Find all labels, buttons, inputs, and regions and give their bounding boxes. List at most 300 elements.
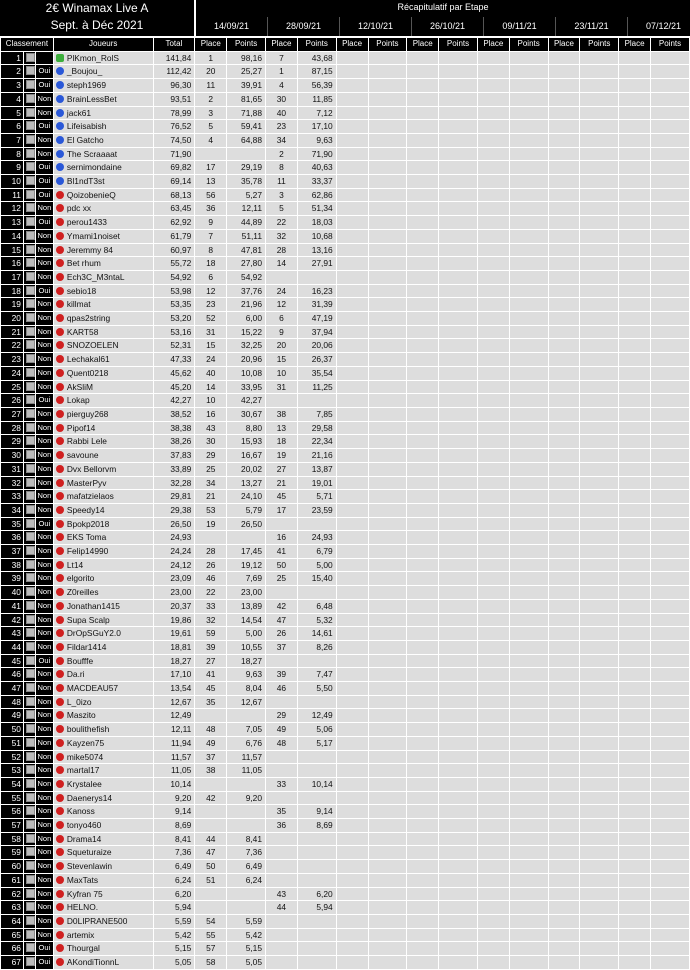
stage6-place-cell bbox=[548, 915, 580, 929]
ranking-row bbox=[1, 79, 690, 93]
player-icon-cell bbox=[23, 394, 35, 408]
stage7-place-cell bbox=[619, 394, 651, 408]
stage6-points-cell bbox=[580, 901, 619, 915]
status-dot-icon bbox=[56, 204, 64, 212]
status-dot-icon bbox=[56, 122, 64, 130]
stage7-points-cell bbox=[651, 613, 690, 627]
membership-cell: Non bbox=[35, 791, 53, 805]
stage3-place-cell bbox=[336, 133, 368, 147]
stage3-points-cell bbox=[368, 819, 407, 833]
stage1-points-cell: 5,00 bbox=[227, 627, 266, 641]
total-cell: 42,27 bbox=[153, 394, 195, 408]
stage7-points-cell bbox=[651, 832, 690, 846]
stage5-place-cell bbox=[477, 791, 509, 805]
ranking-row bbox=[1, 325, 690, 339]
stage4-points-cell bbox=[439, 216, 478, 230]
stage6-points-cell bbox=[580, 887, 619, 901]
total-cell: 69,14 bbox=[153, 175, 195, 189]
player-cell bbox=[53, 175, 153, 189]
player-name: L_0izo bbox=[66, 696, 92, 707]
status-dot-icon bbox=[56, 821, 64, 829]
stage2-points-cell: 29,58 bbox=[297, 421, 336, 435]
status-dot-icon bbox=[56, 383, 64, 391]
player-avatar-icon bbox=[26, 697, 35, 706]
stage2-points-cell: 8,69 bbox=[297, 819, 336, 833]
stage6-place-cell bbox=[548, 435, 580, 449]
stage7-place-cell bbox=[619, 353, 651, 367]
stage4-points-cell bbox=[439, 531, 478, 545]
stage2-points-cell: 71,90 bbox=[297, 147, 336, 161]
stage5-points-cell bbox=[509, 640, 548, 654]
stage7-place-cell bbox=[619, 325, 651, 339]
player-icon-cell bbox=[23, 325, 35, 339]
membership-cell: Non bbox=[35, 682, 53, 696]
stage3-place-cell bbox=[336, 682, 368, 696]
stage6-place-cell bbox=[548, 613, 580, 627]
stage5-place-cell bbox=[477, 668, 509, 682]
ranking-row bbox=[1, 353, 690, 367]
stage2-points-cell: 87,15 bbox=[297, 65, 336, 79]
stage2-points-cell: 5,00 bbox=[297, 558, 336, 572]
total-cell: 24,24 bbox=[153, 545, 195, 559]
stage1-place-cell: 48 bbox=[195, 723, 227, 737]
total-cell: 13,54 bbox=[153, 682, 195, 696]
rank-cell: 28 bbox=[1, 421, 24, 435]
total-cell: 5,94 bbox=[153, 901, 195, 915]
player-avatar-icon bbox=[26, 779, 35, 788]
stage2-place-cell: 24 bbox=[266, 284, 298, 298]
stage4-place-cell bbox=[407, 599, 439, 613]
total-cell: 53,16 bbox=[153, 325, 195, 339]
stage3-points-cell bbox=[368, 257, 407, 271]
stage2-place-cell: 21 bbox=[266, 476, 298, 490]
stage6-place-cell bbox=[548, 462, 580, 476]
status-dot-icon bbox=[56, 437, 64, 445]
stage1-points-cell: 29,19 bbox=[227, 161, 266, 175]
stage3-points-cell bbox=[368, 202, 407, 216]
player-cell bbox=[53, 613, 153, 627]
recap-header bbox=[196, 0, 690, 36]
status-dot-icon bbox=[56, 136, 64, 144]
rank-cell: 27 bbox=[1, 407, 24, 421]
stage1-points-cell: 14,54 bbox=[227, 613, 266, 627]
membership-cell bbox=[35, 51, 53, 65]
stage7-place-cell bbox=[619, 599, 651, 613]
player-name: The Scraaaat bbox=[66, 148, 118, 159]
rank-cell: 58 bbox=[1, 832, 24, 846]
stage-date-6: 23/11/21 bbox=[556, 17, 628, 36]
stage4-points-cell bbox=[439, 65, 478, 79]
stage7-points-cell bbox=[651, 545, 690, 559]
stage5-points-cell bbox=[509, 366, 548, 380]
stage1-place-cell bbox=[195, 531, 227, 545]
stage6-points-cell bbox=[580, 216, 619, 230]
player-cell bbox=[53, 928, 153, 942]
total-cell: 8,41 bbox=[153, 832, 195, 846]
stage7-place-cell bbox=[619, 517, 651, 531]
player-icon-cell bbox=[23, 887, 35, 901]
stage6-points-cell bbox=[580, 394, 619, 408]
stage7-points-cell bbox=[651, 147, 690, 161]
stage5-points-cell bbox=[509, 92, 548, 106]
stage1-place-cell: 51 bbox=[195, 873, 227, 887]
stage6-place-cell bbox=[548, 640, 580, 654]
player-avatar-icon bbox=[26, 245, 35, 254]
stage3-place-cell bbox=[336, 736, 368, 750]
stage2-place-cell bbox=[266, 915, 298, 929]
player-name: PlKmon_RolS bbox=[66, 52, 119, 63]
stage3-points-cell bbox=[368, 572, 407, 586]
stage5-points-cell bbox=[509, 380, 548, 394]
stage2-place-cell: 50 bbox=[266, 558, 298, 572]
stage5-place-cell bbox=[477, 777, 509, 791]
status-dot-icon bbox=[56, 81, 64, 89]
stage4-place-cell bbox=[407, 750, 439, 764]
stage4-points-cell bbox=[439, 284, 478, 298]
stage1-points-cell: 81,65 bbox=[227, 92, 266, 106]
stage1-points-cell: 10,55 bbox=[227, 640, 266, 654]
player-avatar-icon bbox=[26, 546, 35, 555]
status-dot-icon bbox=[56, 958, 64, 966]
stage3-place-cell bbox=[336, 312, 368, 326]
stage6-place-cell bbox=[548, 682, 580, 696]
rank-cell: 5 bbox=[1, 106, 24, 120]
status-dot-icon bbox=[56, 506, 64, 514]
membership-cell: Oui bbox=[35, 175, 53, 189]
player-icon-cell bbox=[23, 229, 35, 243]
stage4-points-cell bbox=[439, 599, 478, 613]
membership-cell: Oui bbox=[35, 942, 53, 956]
stage2-place-cell bbox=[266, 270, 298, 284]
stage5-place-cell bbox=[477, 942, 509, 956]
player-name: Lt14 bbox=[66, 559, 84, 570]
stage3-place-cell bbox=[336, 216, 368, 230]
stage6-points-cell bbox=[580, 503, 619, 517]
player-avatar-icon bbox=[26, 478, 35, 487]
stage-date-5: 09/11/21 bbox=[484, 17, 556, 36]
stage5-points-cell bbox=[509, 572, 548, 586]
stage2-place-cell: 42 bbox=[266, 599, 298, 613]
stage1-points-cell: 11,05 bbox=[227, 764, 266, 778]
stage4-points-cell bbox=[439, 257, 478, 271]
player-name: pierguy268 bbox=[66, 408, 109, 419]
stage1-points-cell: 11,57 bbox=[227, 750, 266, 764]
stage6-points-cell bbox=[580, 558, 619, 572]
stage5-points-cell bbox=[509, 860, 548, 874]
stage6-place-cell bbox=[548, 298, 580, 312]
rank-cell: 26 bbox=[1, 394, 24, 408]
stage1-place-cell: 43 bbox=[195, 421, 227, 435]
stage5-place-cell bbox=[477, 394, 509, 408]
stage4-points-cell bbox=[439, 613, 478, 627]
total-cell: 26,50 bbox=[153, 517, 195, 531]
stage1-points-cell: 54,92 bbox=[227, 270, 266, 284]
player-cell bbox=[53, 819, 153, 833]
stage1-points-cell: 42,27 bbox=[227, 394, 266, 408]
player-cell bbox=[53, 640, 153, 654]
status-dot-icon bbox=[56, 835, 64, 843]
stage1-points-cell: 20,02 bbox=[227, 462, 266, 476]
stage5-points-cell bbox=[509, 777, 548, 791]
stage-dates bbox=[196, 17, 690, 36]
stage3-points-cell bbox=[368, 846, 407, 860]
stage5-points-cell bbox=[509, 161, 548, 175]
membership-cell: Non bbox=[35, 805, 53, 819]
stage7-points-cell bbox=[651, 668, 690, 682]
stage7-place-cell bbox=[619, 79, 651, 93]
rank-cell: 3 bbox=[1, 79, 24, 93]
total-cell: 38,38 bbox=[153, 421, 195, 435]
stage3-place-cell bbox=[336, 723, 368, 737]
stage4-points-cell bbox=[439, 449, 478, 463]
stage7-place-cell bbox=[619, 229, 651, 243]
player-name: Quent0218 bbox=[66, 367, 109, 378]
total-cell: 29,38 bbox=[153, 503, 195, 517]
player-cell bbox=[53, 517, 153, 531]
stage4-points-cell bbox=[439, 723, 478, 737]
stage3-place-cell bbox=[336, 257, 368, 271]
status-dot-icon bbox=[56, 410, 64, 418]
stage4-points-cell bbox=[439, 709, 478, 723]
stage4-points-cell bbox=[439, 750, 478, 764]
stage1-points-cell: 44,89 bbox=[227, 216, 266, 230]
player-name: Daenerys14 bbox=[66, 792, 113, 803]
stage2-place-cell: 23 bbox=[266, 120, 298, 134]
stage6-place-cell bbox=[548, 531, 580, 545]
stage2-points-cell: 40,63 bbox=[297, 161, 336, 175]
stage4-place-cell bbox=[407, 380, 439, 394]
ranking-row bbox=[1, 819, 690, 833]
total-cell: 37,83 bbox=[153, 449, 195, 463]
stage3-place-cell bbox=[336, 915, 368, 929]
status-dot-icon bbox=[56, 876, 64, 884]
ranking-row bbox=[1, 106, 690, 120]
status-dot-icon bbox=[56, 355, 64, 363]
stage2-place-cell: 35 bbox=[266, 805, 298, 819]
ranking-row bbox=[1, 202, 690, 216]
stage1-points-cell: 71,88 bbox=[227, 106, 266, 120]
stage7-points-cell bbox=[651, 723, 690, 737]
total-cell: 5,15 bbox=[153, 942, 195, 956]
stage5-points-cell bbox=[509, 462, 548, 476]
stage5-points-cell bbox=[509, 229, 548, 243]
player-avatar-icon bbox=[26, 382, 35, 391]
stage1-points-cell: 33,95 bbox=[227, 380, 266, 394]
stage3-points-cell bbox=[368, 325, 407, 339]
ranking-row bbox=[1, 695, 690, 709]
status-dot-icon bbox=[56, 95, 64, 103]
stage5-place-cell bbox=[477, 723, 509, 737]
player-name: sernimondaine bbox=[66, 162, 122, 173]
rank-cell: 9 bbox=[1, 161, 24, 175]
total-cell: 76,52 bbox=[153, 120, 195, 134]
player-avatar-icon bbox=[26, 217, 35, 226]
rank-cell: 30 bbox=[1, 449, 24, 463]
stage3-place-cell bbox=[336, 51, 368, 65]
total-cell: 74,50 bbox=[153, 133, 195, 147]
stage3-points-cell bbox=[368, 120, 407, 134]
stage4-points-cell bbox=[439, 627, 478, 641]
player-cell bbox=[53, 380, 153, 394]
stage3-place-cell bbox=[336, 92, 368, 106]
player-avatar-icon bbox=[26, 683, 35, 692]
membership-cell: Non bbox=[35, 915, 53, 929]
membership-cell: Oui bbox=[35, 956, 53, 970]
stage1-place-cell: 28 bbox=[195, 545, 227, 559]
player-name: Bet rhum bbox=[66, 258, 101, 269]
stage3-points-cell bbox=[368, 229, 407, 243]
ranking-row bbox=[1, 915, 690, 929]
stage6-points-cell bbox=[580, 339, 619, 353]
stage7-points-cell bbox=[651, 750, 690, 764]
stage7-place-cell bbox=[619, 873, 651, 887]
stage-date-1: 14/09/21 bbox=[196, 17, 268, 36]
stage3-place-cell bbox=[336, 175, 368, 189]
stage5-place-cell bbox=[477, 887, 509, 901]
stage1-place-cell: 36 bbox=[195, 202, 227, 216]
stage2-place-cell: 36 bbox=[266, 819, 298, 833]
stage3-place-cell bbox=[336, 846, 368, 860]
stage3-points-cell bbox=[368, 147, 407, 161]
stage2-place-cell: 37 bbox=[266, 640, 298, 654]
stage3-place-cell bbox=[336, 860, 368, 874]
stage6-points-cell bbox=[580, 175, 619, 189]
stage2-place-cell: 22 bbox=[266, 216, 298, 230]
rank-cell: 21 bbox=[1, 325, 24, 339]
membership-cell: Non bbox=[35, 257, 53, 271]
stage1-place-cell: 18 bbox=[195, 257, 227, 271]
ranking-row bbox=[1, 380, 690, 394]
status-dot-icon bbox=[56, 191, 64, 199]
stage7-points-cell bbox=[651, 572, 690, 586]
player-avatar-icon bbox=[26, 176, 35, 185]
membership-cell: Oui bbox=[35, 188, 53, 202]
stage6-place-cell bbox=[548, 353, 580, 367]
stage7-points-cell bbox=[651, 846, 690, 860]
status-dot-icon bbox=[56, 629, 64, 637]
stage2-place-cell bbox=[266, 764, 298, 778]
ranking-row bbox=[1, 572, 690, 586]
stage6-points-cell bbox=[580, 120, 619, 134]
total-cell: 19,86 bbox=[153, 613, 195, 627]
ranking-row bbox=[1, 586, 690, 600]
stage4-place-cell bbox=[407, 449, 439, 463]
player-name: Pipof14 bbox=[66, 422, 96, 433]
stage1-points-cell: 8,04 bbox=[227, 682, 266, 696]
ranking-row bbox=[1, 270, 690, 284]
stage4-points-cell bbox=[439, 819, 478, 833]
total-cell: 12,49 bbox=[153, 709, 195, 723]
player-name: El Gatcho bbox=[66, 134, 104, 145]
status-dot-icon bbox=[56, 890, 64, 898]
status-dot-icon bbox=[56, 602, 64, 610]
stage4-place-cell bbox=[407, 819, 439, 833]
player-cell bbox=[53, 133, 153, 147]
stage2-points-cell bbox=[297, 764, 336, 778]
stage-date-4: 26/10/21 bbox=[412, 17, 484, 36]
membership-cell: Non bbox=[35, 449, 53, 463]
stage2-place-cell: 43 bbox=[266, 887, 298, 901]
stage2-place-cell bbox=[266, 832, 298, 846]
membership-cell: Non bbox=[35, 723, 53, 737]
stage5-place-cell bbox=[477, 147, 509, 161]
ranking-row bbox=[1, 51, 690, 65]
stage2-points-cell bbox=[297, 586, 336, 600]
status-dot-icon bbox=[56, 670, 64, 678]
stage4-points-cell bbox=[439, 490, 478, 504]
stage6-points-cell bbox=[580, 133, 619, 147]
ranking-row bbox=[1, 462, 690, 476]
stage2-points-cell bbox=[297, 394, 336, 408]
player-avatar-icon bbox=[26, 450, 35, 459]
player-name: Ech3C_M3ntaL bbox=[66, 271, 125, 282]
stage3-place-cell bbox=[336, 421, 368, 435]
stage4-points-cell bbox=[439, 887, 478, 901]
total-cell: 29,81 bbox=[153, 490, 195, 504]
stage7-points-cell bbox=[651, 517, 690, 531]
stage7-points-cell bbox=[651, 366, 690, 380]
stage1-points-cell: 59,41 bbox=[227, 120, 266, 134]
stage7-place-cell bbox=[619, 723, 651, 737]
player-avatar-icon bbox=[26, 354, 35, 363]
stage7-points-cell bbox=[651, 229, 690, 243]
stage6-points-cell bbox=[580, 270, 619, 284]
stage5-points-cell bbox=[509, 325, 548, 339]
membership-cell: Non bbox=[35, 106, 53, 120]
rank-cell: 59 bbox=[1, 846, 24, 860]
stage3-place-cell bbox=[336, 887, 368, 901]
player-name: Speedy14 bbox=[66, 504, 105, 515]
total-cell: 5,59 bbox=[153, 915, 195, 929]
stage1-place-cell: 20 bbox=[195, 65, 227, 79]
status-dot-icon bbox=[56, 684, 64, 692]
stage2-points-cell: 31,39 bbox=[297, 298, 336, 312]
stage6-points-cell bbox=[580, 695, 619, 709]
status-dot-icon bbox=[56, 616, 64, 624]
col-points-5: Points bbox=[509, 38, 548, 52]
stage4-points-cell bbox=[439, 92, 478, 106]
stage6-place-cell bbox=[548, 654, 580, 668]
stage2-place-cell: 2 bbox=[266, 147, 298, 161]
player-icon-cell bbox=[23, 599, 35, 613]
ranking-row bbox=[1, 298, 690, 312]
stage3-place-cell bbox=[336, 928, 368, 942]
stage6-points-cell bbox=[580, 421, 619, 435]
stage6-points-cell bbox=[580, 380, 619, 394]
stage7-points-cell bbox=[651, 79, 690, 93]
membership-cell: Non bbox=[35, 640, 53, 654]
stage5-points-cell bbox=[509, 243, 548, 257]
stage1-points-cell: 8,80 bbox=[227, 421, 266, 435]
membership-cell: Oui bbox=[35, 284, 53, 298]
player-avatar-icon bbox=[26, 628, 35, 637]
stage4-place-cell bbox=[407, 65, 439, 79]
player-cell bbox=[53, 873, 153, 887]
stage2-place-cell: 9 bbox=[266, 325, 298, 339]
stage7-place-cell bbox=[619, 832, 651, 846]
stage4-place-cell bbox=[407, 476, 439, 490]
player-cell bbox=[53, 51, 153, 65]
ranking-row bbox=[1, 188, 690, 202]
total-cell: 24,12 bbox=[153, 558, 195, 572]
player-avatar-icon bbox=[26, 94, 35, 103]
player-cell bbox=[53, 339, 153, 353]
rank-cell: 37 bbox=[1, 545, 24, 559]
stage2-points-cell: 43,68 bbox=[297, 51, 336, 65]
stage7-place-cell bbox=[619, 695, 651, 709]
status-dot-icon bbox=[56, 711, 64, 719]
membership-cell: Oui bbox=[35, 517, 53, 531]
